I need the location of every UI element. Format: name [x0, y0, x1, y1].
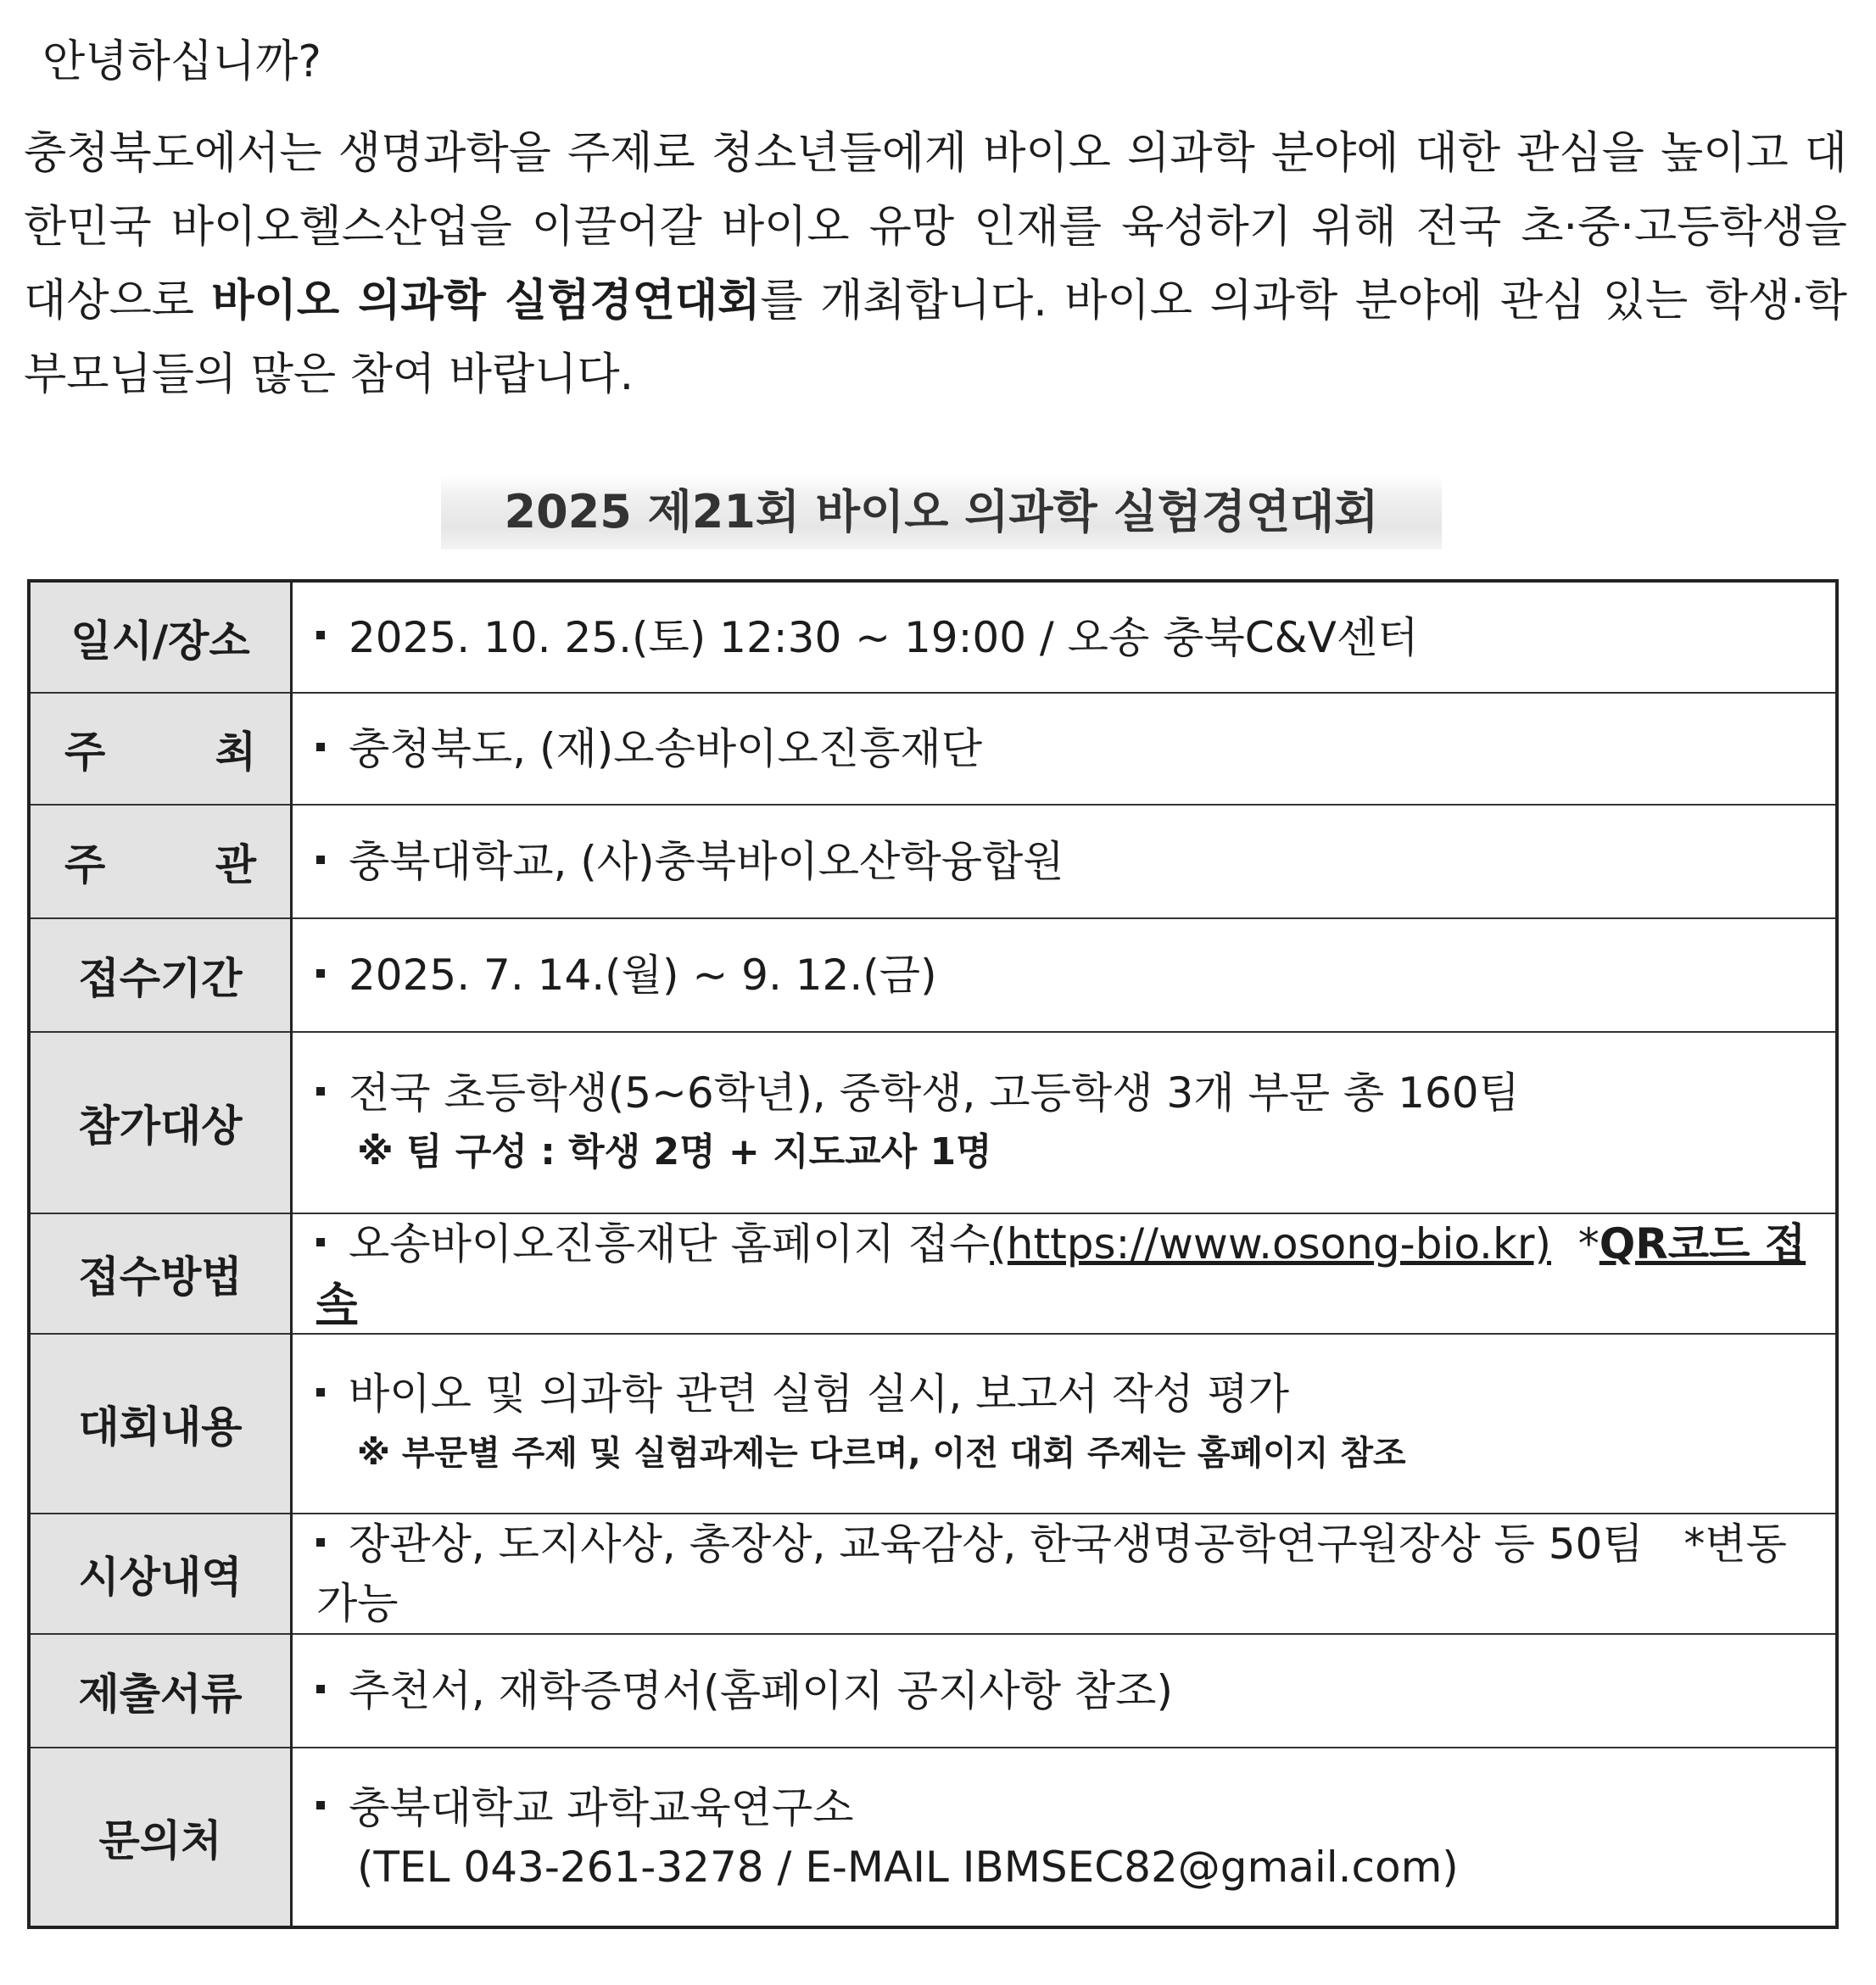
table-row-contact	[29, 1748, 1837, 1927]
row-label-organizer: 주 관	[29, 805, 292, 918]
bullet-icon	[316, 1238, 325, 1246]
intro-text-after: 를 개최합니다. 바이오 의과학 분야에 관심 있는 학생·학부모님들의 많은 참여 바랍니다.	[24, 276, 1848, 400]
row-label-contact: 문의처	[29, 1748, 292, 1927]
contact-text: 충북대학교 과학교육연구소	[349, 1782, 854, 1832]
row-label-awards: 시상내역	[29, 1514, 292, 1634]
row-value-contact	[292, 1748, 1838, 1927]
row-value-schedule	[292, 581, 1838, 693]
participants-note: ※ 팀 구성 : 학생 2명 + 지도교사 1명	[357, 1130, 992, 1174]
awards-text: 장관상, 도지사상, 총장상, 교육감상, 한국생명공학연구원장상 등 50팀	[349, 1519, 1644, 1569]
event-title: 2025 제21회 바이오 의과학 실험경연대회	[441, 475, 1442, 549]
intro-event-name: 바이오 의과학 실험경연대회	[211, 276, 761, 326]
table-row-organizer	[29, 805, 1837, 918]
row-value-participants	[292, 1032, 1838, 1213]
row-value-organizer	[292, 805, 1838, 918]
row-value-registration-method	[292, 1213, 1838, 1334]
bullet-icon	[316, 1538, 325, 1547]
intro-paragraph	[24, 117, 1847, 412]
contents-note: ※ 부문별 주제 및 실험과제는 다르며, 이전 대회 주제는 홈페이지 참조	[357, 1434, 1406, 1473]
row-value-awards	[292, 1514, 1838, 1634]
bullet-icon	[316, 969, 325, 978]
table-row-participants	[29, 1032, 1837, 1213]
qr-code-link[interactable]: QR코드 접속	[316, 1219, 1806, 1328]
intro-text-before: 충청북도에서는 생명과학을 주제로 청소년들에게 바이오 의과학 분야에 대한 관심을 높이고 대한민국 바이오헬스산업을 이끌어갈 바이오 유망 인재를 육성하기 위해 전국 초·중·고등학생을 대상으로	[24, 128, 1847, 326]
table-row-schedule	[29, 581, 1837, 693]
row-value-contents	[292, 1334, 1838, 1514]
row-label-host: 주 최	[29, 693, 292, 805]
row-label-registration-period: 접수기간	[29, 918, 292, 1032]
row-label-contents: 대회내용	[29, 1334, 292, 1514]
contact-detail: (TEL 043-261-3278 / E-MAIL IBMSEC82@gmail.com)	[357, 1842, 1459, 1892]
bullet-icon	[316, 631, 325, 639]
table-row-awards	[29, 1514, 1837, 1634]
bullet-icon	[316, 856, 325, 864]
row-value-registration-period	[292, 918, 1838, 1032]
contents-text: 바이오 및 의과학 관련 실험 실시, 보고서 작성 평가	[349, 1369, 1290, 1419]
table-row-contents	[29, 1334, 1837, 1514]
row-value-host	[292, 693, 1838, 805]
host-text: 충청북도, (재)오송바이오진흥재단	[349, 724, 983, 773]
row-label-registration-method: 접수방법	[29, 1213, 292, 1334]
bullet-icon	[316, 743, 325, 751]
row-label-documents: 제출서류	[29, 1634, 292, 1748]
awards-note: *변동가능	[316, 1519, 1787, 1628]
registration-method-text: 오송바이오진흥재단 홈페이지 접수	[349, 1219, 991, 1269]
schedule-text: 2025. 10. 25.(토) 12:30 ~ 19:00 / 오송 충북C&V센터	[349, 612, 1419, 662]
bullet-icon	[316, 1388, 325, 1397]
table-row-documents	[29, 1634, 1837, 1748]
table-row-registration-method	[29, 1213, 1837, 1334]
registration-period-text: 2025. 7. 14.(월) ~ 9. 12.(금)	[349, 951, 937, 1000]
greeting: 안녕하십니까?	[42, 36, 321, 87]
row-label-schedule: 일시/장소	[29, 581, 292, 693]
organizer-text: 충북대학교, (사)충북바이오산학융합원	[349, 837, 1064, 886]
documents-text: 추천서, 재학증명서(홈페이지 공지사항 참조)	[349, 1666, 1173, 1715]
row-value-documents	[292, 1634, 1838, 1748]
qr-prefix: *	[1577, 1219, 1600, 1269]
table-row-registration-period	[29, 918, 1837, 1032]
event-info-table	[27, 579, 1839, 1929]
row-label-participants: 참가대상	[29, 1032, 292, 1213]
participants-text: 전국 초등학생(5~6학년), 중학생, 고등학생 3개 부문 총 160팀	[349, 1068, 1520, 1118]
bullet-icon	[316, 1087, 325, 1096]
homepage-link[interactable]: (https://www.osong-bio.kr)	[990, 1219, 1551, 1269]
bullet-icon	[316, 1685, 325, 1693]
bullet-icon	[316, 1801, 325, 1809]
table-row-host	[29, 693, 1837, 805]
